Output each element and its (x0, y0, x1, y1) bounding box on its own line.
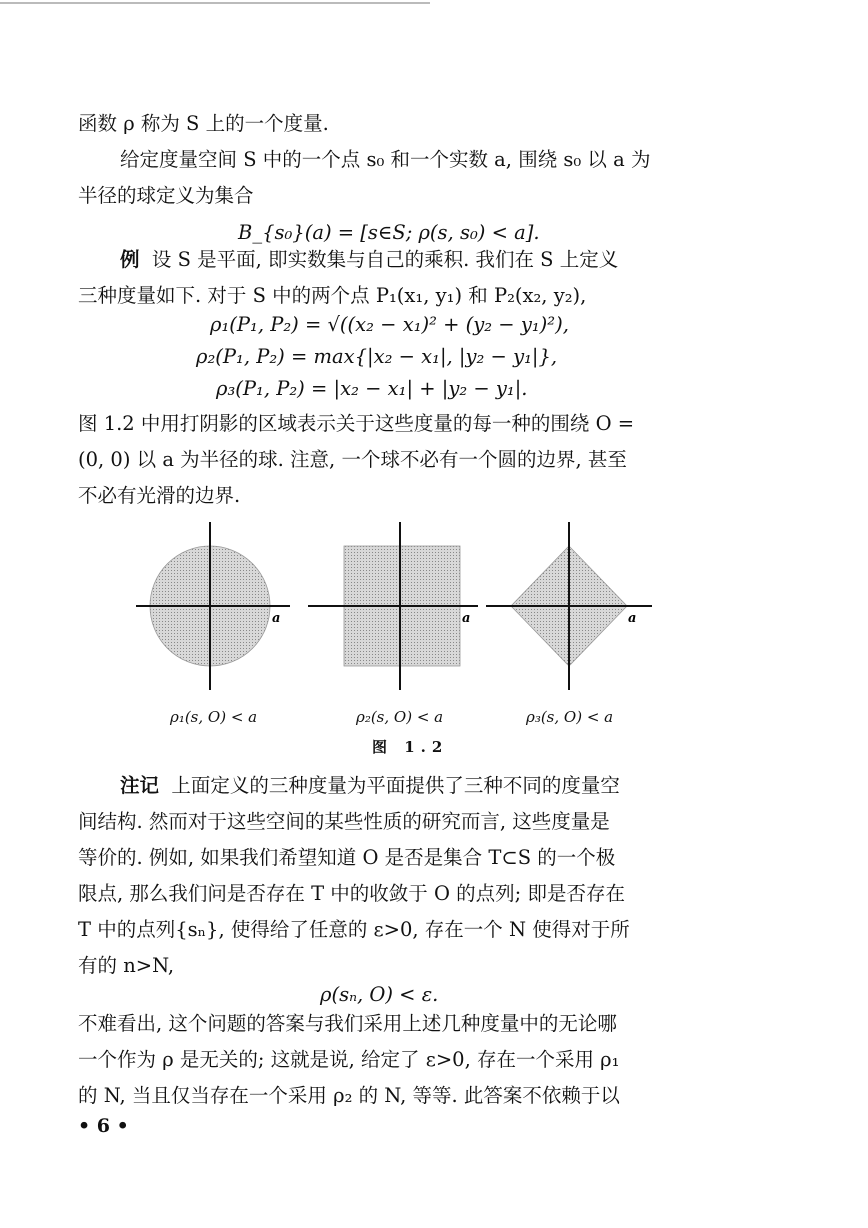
text-line: 限点, 那么我们问是否存在 T 中的收敛于 O 的点列; 即是否存在 (78, 882, 625, 905)
text-line: 的 N, 当且仅当存在一个采用 ρ₂ 的 N, 等等. 此答案不依赖于以 (78, 1084, 620, 1107)
text-line: 不难看出, 这个问题的答案与我们采用上述几种度量中的无论哪 (78, 1012, 617, 1035)
equation-rho1: ρ₁(P₁, P₂) = √((x₂ − x₁)² + (y₂ − y₁)²), (210, 313, 569, 336)
axis-label-a: a (272, 611, 281, 626)
example-label: 例 (120, 248, 140, 271)
equation-rho2: ρ₂(P₁, P₂) = max{|x₂ − x₁|, |y₂ − y₁|}, (196, 345, 558, 368)
paragraph-remark (78, 768, 718, 984)
text-line: 设 S 是平面, 即实数集与自己的乘积. 我们在 S 上定义 (151, 248, 619, 271)
remark-label: 注记 (120, 774, 160, 797)
text-line: 上面定义的三种度量为平面提供了三种不同的度量空 (171, 774, 620, 797)
axis-label-a: a (462, 611, 471, 626)
text-line: 等价的. 例如, 如果我们希望知道 O 是否是集合 T⊂S 的一个极 (78, 846, 616, 869)
text-line: 函数 ρ 称为 S 上的一个度量. (78, 112, 329, 135)
text-line: 间结构. 然而对于这些空间的某些性质的研究而言, 这些度量是 (78, 810, 610, 833)
text-line: 一个作为 ρ 是无关的; 这就是说, 给定了 ε>0, 存在一个采用 ρ₁ (78, 1048, 620, 1071)
caption-rho3: ρ₃(s, O) < a (526, 708, 614, 726)
equation-ball: B_{s₀}(a) = [s∈S; ρ(s, s₀) < a]. (238, 221, 540, 244)
text-line: (0, 0) 以 a 为半径的球. 注意, 一个球不必有一个圆的边界, 甚至 (78, 448, 627, 471)
paragraph-conclusion (78, 1006, 718, 1114)
equation-rho3: ρ₃(P₁, P₂) = |x₂ − x₁| + |y₂ − y₁|. (216, 377, 528, 400)
text-line: 不必有光滑的边界. (78, 484, 241, 507)
figure-title: 图 1.2 (372, 738, 449, 756)
ball-rho3 (486, 522, 652, 690)
page-number: • 6 • (78, 1115, 129, 1137)
text-line: 图 1.2 中用打阴影的区域表示关于这些度量的每一种的围绕 O = (78, 412, 635, 435)
text-line: 给定度量空间 S 中的一个点 s₀ 和一个实数 a, 围绕 s₀ 以 a 为 (120, 148, 651, 171)
text-line: 有的 n>N, (78, 954, 175, 977)
caption-rho2: ρ₂(s, O) < a (356, 708, 444, 726)
text-line: T 中的点列{sₙ}, 使得给了任意的 ε>0, 存在一个 N 使得对于所 (78, 918, 630, 941)
axis-label-a: a (628, 611, 637, 626)
text-line: 三种度量如下. 对于 S 中的两个点 P₁(x₁, y₁) 和 P₂(x₂, y₂), (78, 284, 587, 307)
caption-rho1: ρ₁(s, O) < a (170, 708, 258, 726)
equation-limit: ρ(sₙ, O) < ε. (320, 983, 439, 1006)
ball-rho2 (308, 522, 478, 690)
text-line: 半径的球定义为集合 (78, 184, 254, 207)
ball-rho1 (136, 522, 290, 690)
